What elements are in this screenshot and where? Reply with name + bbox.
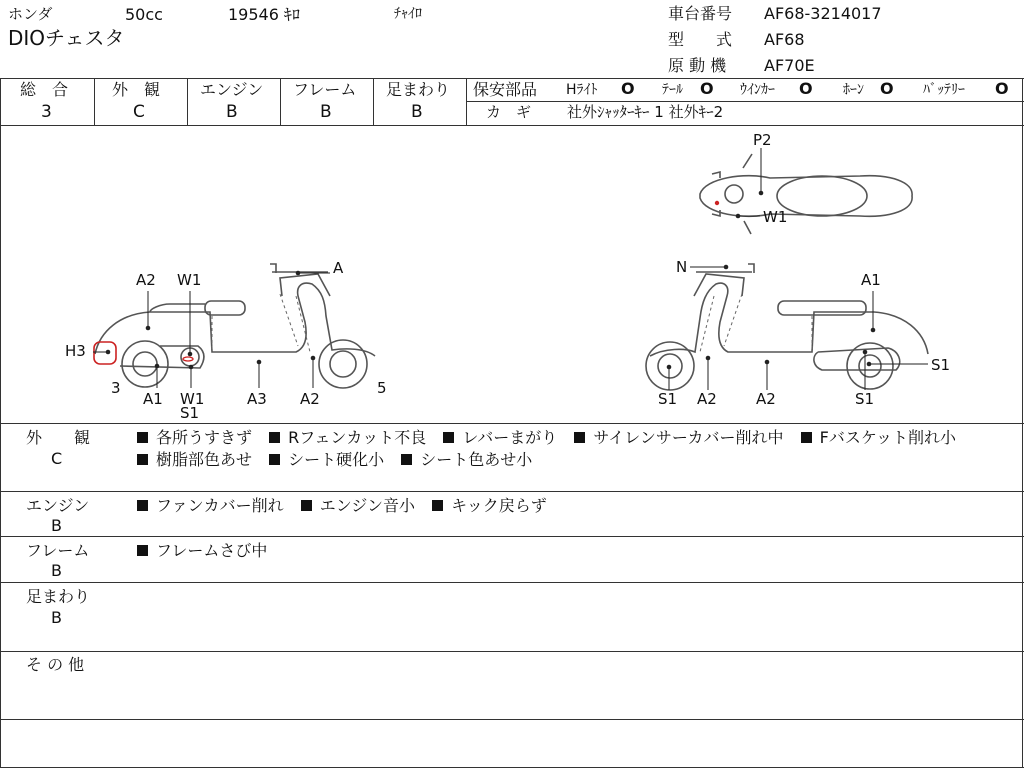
grade-label-engine: エンジン [200,80,264,99]
grade-value-frame: B [320,102,332,122]
type-value: AF68 [764,30,805,49]
damage-label: 5 [377,379,387,397]
damage-label: A [333,259,344,277]
grade-label-suspension: 足まわり [386,80,451,99]
safety-item-horn: ﾎｰﾝ [843,82,864,98]
divider [0,719,1024,720]
safety-mark-battery: O [995,79,1009,98]
remark: フレームさび中 [156,541,268,560]
frame-no: AF68-3214017 [764,4,882,23]
remark: サイレンサーカバー削れ中 [593,428,784,447]
section-label: エンジン [26,496,90,515]
divider [467,101,1024,102]
safety-item-tail: ﾃｰﾙ [662,82,683,98]
keys-value: 社外ｼｬｯﾀｰｷｰ 1 社外ｷｰ2 [567,103,724,121]
grade-label-overall: 総 合 [20,80,69,99]
frame-no-label: 車台番号 [668,4,733,23]
section-label: そ の 他 [26,655,85,674]
section-grade: C [51,449,63,468]
scooter-top-view [700,148,912,234]
grade-label-exterior: 外 観 [112,80,161,99]
damage-label: S1 [180,404,200,422]
section-grade: B [51,608,62,627]
safety-mark-headlight: O [621,79,635,98]
grade-value-overall: 3 [41,102,52,122]
remark: Fバスケット削れ小 [819,428,957,447]
section-label: 外 観 [26,428,91,447]
remark: エンジン音小 [319,496,415,515]
damage-label: W1 [177,271,202,289]
damage-label: 3 [111,379,121,397]
remarks-line [135,498,557,514]
engine-label: 原 動 機 [668,56,727,75]
divider [466,78,467,125]
damage-label: W1 [763,208,788,226]
divider [373,78,374,125]
safety-mark-horn: O [880,79,894,98]
divider [94,78,95,125]
damage-label: A1 [861,271,881,289]
safety-mark-winker: O [799,79,813,98]
remark: レバーまがり [462,428,558,447]
maker: ホンダ [8,5,53,23]
damage-label: W1 [180,390,205,408]
damage-label: A1 [143,390,163,408]
damage-label: S1 [855,390,875,408]
safety-label: 保安部品 [473,80,538,99]
type-label: 型 式 [668,30,733,49]
damage-label: S1 [931,356,951,374]
divider [0,78,1024,79]
remark: ファンカバー削れ [156,496,284,515]
grade-label-frame: フレーム [293,80,357,99]
damage-label: N [676,258,688,276]
section-grade: B [51,516,62,535]
remarks-line [135,430,966,446]
divider [0,491,1024,492]
remarks-line [135,543,277,559]
damage-label: A2 [300,390,320,408]
remark: Rフェンカット不良 [288,428,427,447]
section-label: 足まわり [26,587,91,606]
damage-label: A2 [756,390,776,408]
remark: シート色あせ小 [420,450,533,469]
damage-label: A2 [136,271,156,289]
mileage: 19546 ｷﾛ [228,5,300,24]
remark: キック戻らず [451,496,547,515]
divider [0,582,1024,583]
grade-value-suspension: B [411,102,423,122]
scooter-right-side [646,264,928,390]
remark: 各所うすきず [156,428,253,447]
divider [0,651,1024,652]
displacement: 50cc [125,5,163,24]
damage-diagram [0,126,1024,422]
damage-label: H3 [65,342,86,360]
damage-label: A2 [697,390,717,408]
remark: 樹脂部色あせ [156,450,253,469]
damage-label: P2 [753,131,772,149]
section-label: フレーム [26,541,90,560]
remarks-line [135,452,542,468]
safety-item-battery: ﾊﾞｯﾃﾘｰ [923,82,965,98]
engine-value: AF70E [764,56,815,75]
section-grade: B [51,561,62,580]
divider [0,536,1024,537]
model-name: DIOチェスタ [8,26,125,50]
damage-label: A3 [247,390,267,408]
safety-mark-tail: O [700,79,714,98]
safety-item-headlight: Hﾗｲﾄ [566,82,598,98]
damage-label: S1 [658,390,678,408]
safety-item-winker: ｳｲﾝｶｰ [740,82,775,98]
grade-value-exterior: C [133,102,145,122]
grade-value-engine: B [226,102,238,122]
divider [187,78,188,125]
remark: シート硬化小 [288,450,385,469]
divider [280,78,281,125]
divider [0,423,1024,424]
keys-label: カ ギ [486,103,532,121]
color: ﾁｬｲﾛ [394,6,422,22]
